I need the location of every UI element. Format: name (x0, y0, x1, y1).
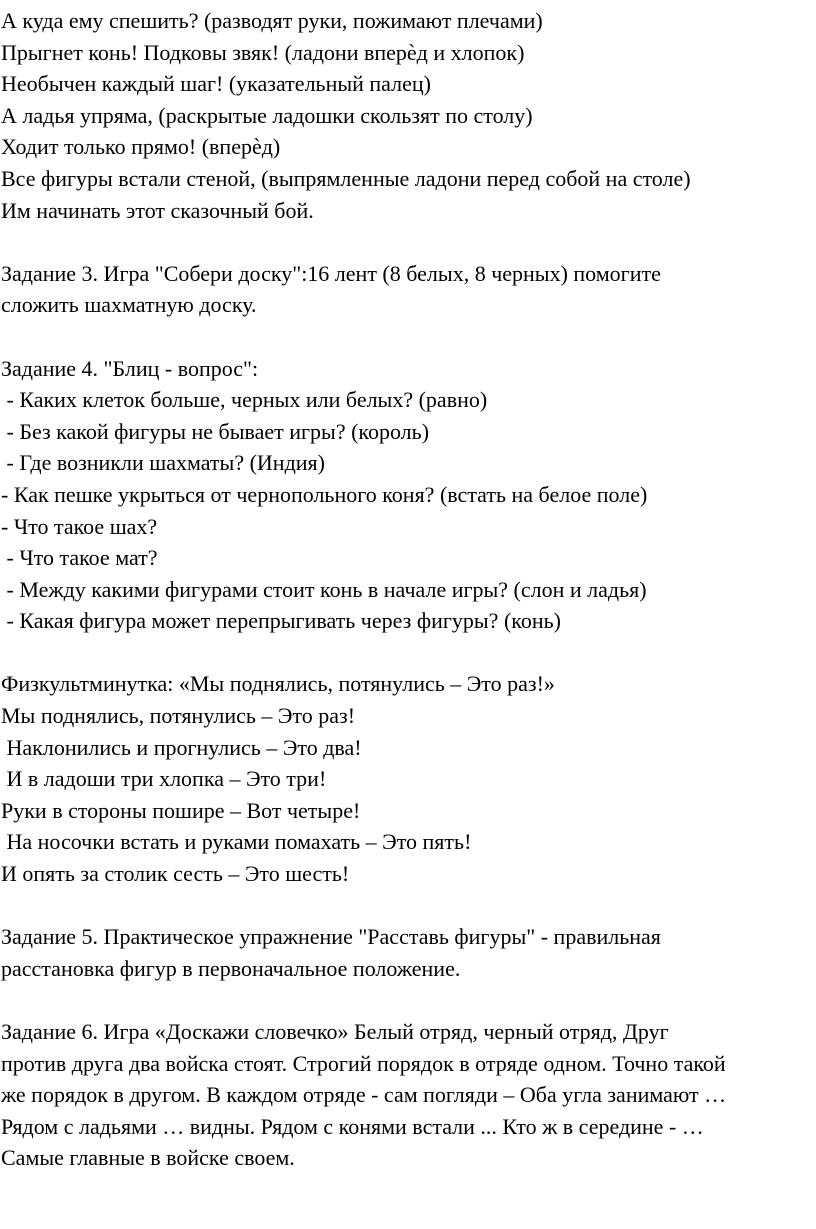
blitz-question: - Без какой фигуры не бывает игры? (король) (1, 418, 430, 444)
task-4-block (1, 353, 816, 637)
exercise-line: Наклонились и прогнулись – Это два! (1, 734, 362, 760)
task-4-heading: Задание 4. "Блиц - вопрос": (1, 355, 259, 381)
exercise-block (1, 668, 816, 889)
paragraph-spacer (1, 890, 816, 922)
poem-line: А куда ему спешить? (разводят руки, пожимают плечами) (1, 8, 543, 33)
task-3-line: Задание 3. Игра "Собери доску":16 лент (8 белых, 8 черных) помогите (1, 260, 661, 286)
exercise-line: И опять за столик сесть – Это шесть! (1, 861, 350, 887)
poem-line: Все фигуры встали стеной, (выпрямленные ладони перед собой на столе) (1, 165, 691, 191)
task-6-line: Самые главные в войске своем. (1, 1145, 295, 1171)
task-6-line: Задание 6. Игра «Доскажи словечко» Белый отряд, черный отряд, Друг (1, 1019, 669, 1044)
exercise-heading: Физкультминутка: «Мы поднялись, потянулись – Это раз!» (1, 671, 555, 697)
paragraph-spacer (1, 637, 816, 669)
task-5-block (1, 921, 816, 984)
exercise-line: На носочки встать и руками помахать – Это пять! (1, 829, 472, 855)
blitz-question: - Как пешке укрыться от чернопольного коня? (встать на белое поле) (1, 481, 648, 507)
task-3-line: сложить шахматную доску. (1, 292, 257, 318)
task-5-line: расстановка фигур в первоначальное положение. (1, 955, 461, 981)
blitz-question: - Какая фигура может перепрыгивать через фигуры? (конь) (1, 608, 561, 634)
blitz-question: - Что такое шах? (1, 513, 158, 539)
task-3-block (1, 258, 816, 321)
task-6-line: Рядом с ладьями … видны. Рядом с конями встали ... Кто ж в середине - … (1, 1113, 704, 1139)
paragraph-spacer (1, 984, 816, 1016)
exercise-line: И в ладоши три хлопка – Это три! (1, 766, 327, 792)
task-6-line: же порядок в другом. В каждом отряде - сам погляди – Оба угла занимают … (1, 1082, 727, 1108)
blitz-question: - Каких клеток больше, черных или белых? (равно) (1, 387, 488, 413)
poem-line: А ладья упряма, (раскрытые ладошки скользят по столу) (1, 102, 533, 128)
task-5-line: Задание 5. Практическое упражнение "Расставь фигуры" - правильная (1, 924, 661, 950)
blitz-question: - Что такое мат? (1, 545, 158, 571)
blitz-question: - Где возникли шахматы? (Индия) (1, 450, 325, 476)
exercise-line: Руки в стороны пошире – Вот четыре! (1, 797, 361, 823)
exercise-line: Мы поднялись, потянулись – Это раз! (1, 703, 356, 729)
task-6-line: против друга два войска стоят. Строгий порядок в отряде одном. Точно такой (1, 1050, 726, 1076)
blitz-question: - Между какими фигурами стоит конь в начале игры? (слон и ладья) (1, 576, 647, 602)
poem-line: Прыгнет конь! Подковы звяк! (ладони вперѐд и хлопок) (1, 39, 525, 65)
poem-line: Необычен каждый шаг! (указательный палец) (1, 71, 431, 97)
task-6-block (1, 1016, 816, 1174)
poem-block (1, 5, 816, 226)
poem-line: Ходит только прямо! (вперѐд) (1, 134, 281, 160)
poem-line: Им начинать этот сказочный бой. (1, 197, 314, 223)
paragraph-spacer (1, 226, 816, 258)
paragraph-spacer (1, 321, 816, 353)
